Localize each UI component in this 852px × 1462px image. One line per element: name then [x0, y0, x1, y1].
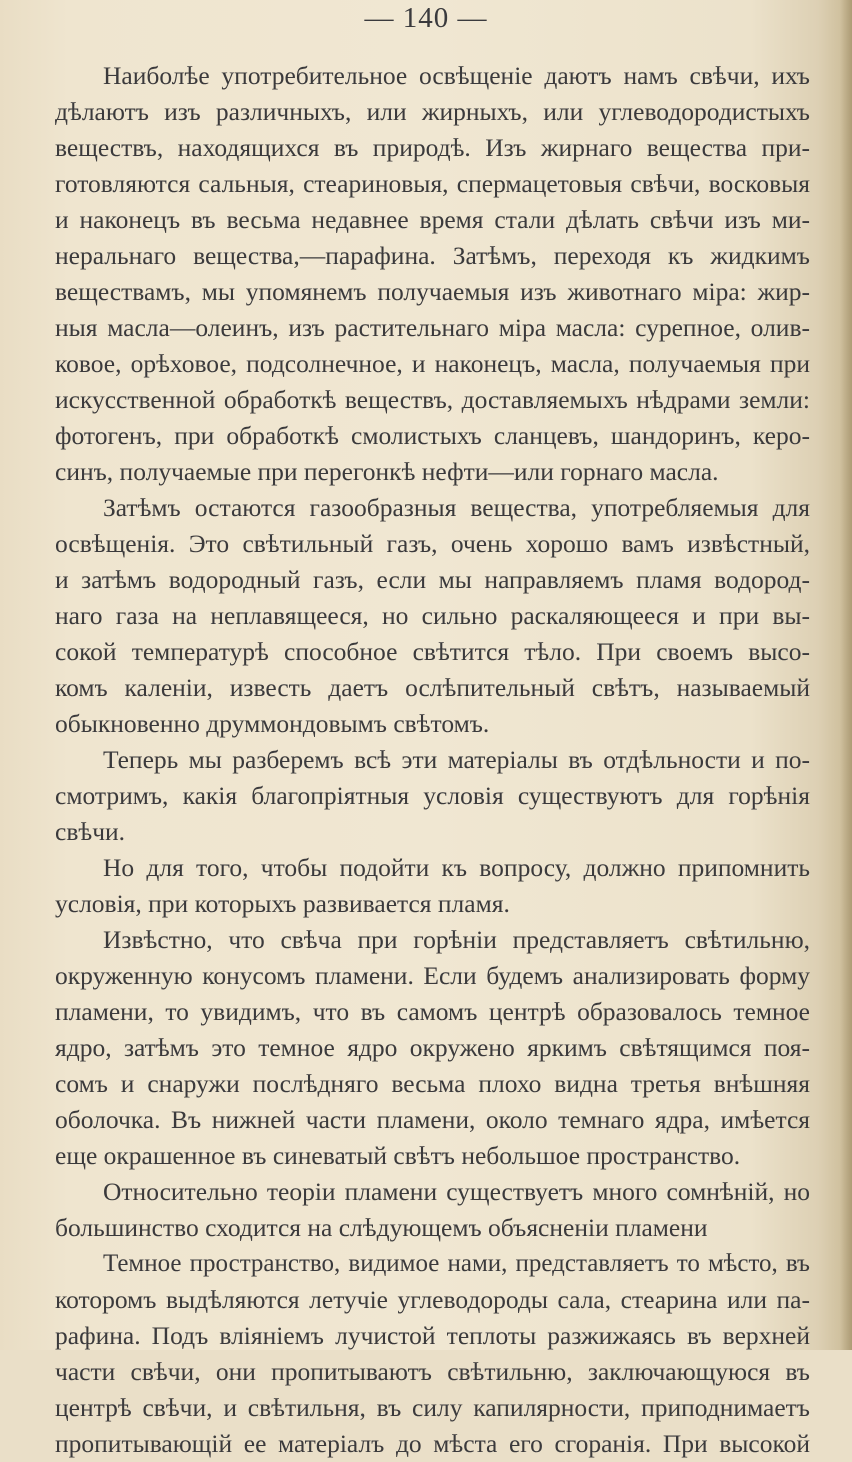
text-line: синъ, получаемые при перегонкѣ нефти—или горнаго масла.: [55, 457, 719, 486]
text-line: веществамъ, мы упомянемъ получаемыя изъ животнаго міра: жир-: [55, 277, 810, 306]
text-line: ковое, орѣховое, подсолнечное, и наконецъ, масла, получаемыя при: [55, 349, 810, 378]
text-line: части свѣчи, они пропитываютъ свѣтильню, заключающуюся въ: [55, 1357, 810, 1386]
text-line: фотогенъ, при обработкѣ смолистыхъ сланцевъ, шандоринъ, керо-: [55, 421, 810, 450]
text-line: готовляются сальныя, стеариновыя, спермацетовыя свѣчи, восковыя: [55, 169, 810, 198]
text-line: искусственной обработкѣ веществъ, доставляемыхъ нѣдрами земли:: [55, 385, 810, 414]
text-line: центрѣ свѣчи, и свѣтильня, въ силу капилярности, приподнимаетъ: [55, 1393, 810, 1422]
text-line: еще окрашенное въ синеватый свѣтъ небольшое пространство.: [55, 1141, 741, 1170]
text-line: сомъ и снаружи послѣдняго весьма плохо видна третья внѣшняя: [55, 1069, 810, 1098]
text-line: веществъ, находящихся въ природѣ. Изъ жирнаго вещества при-: [55, 133, 810, 162]
text-line: комъ каленіи, известь даетъ ослѣпительный свѣтъ, называемый: [55, 673, 810, 702]
text-line: Затѣмъ остаются газообразныя вещества, употребляемыя для: [103, 493, 810, 522]
page-edge-shadow: [840, 0, 852, 1350]
body-text: [55, 58, 810, 1462]
text-line: пламени, то увидимъ, что въ самомъ центрѣ образовалось темное: [55, 997, 810, 1026]
text-line: свѣчи.: [55, 817, 126, 846]
text-line: ныя масла—олеинъ, изъ растительнаго міра масла: сурепное, олив-: [55, 313, 810, 342]
text-line: Извѣстно, что свѣча при горѣніи представляетъ свѣтильню,: [103, 925, 810, 954]
text-line: и наконецъ въ весьма недавнее время стали дѣлать свѣчи изъ ми-: [55, 205, 810, 234]
text-line: обыкновенно друммондовымъ свѣтомъ.: [55, 709, 490, 738]
text-line: окруженную конусомъ пламени. Если будемъ анализировать форму: [55, 961, 810, 990]
text-line: сокой температурѣ способное свѣтится тѣло. При своемъ высо-: [55, 637, 810, 666]
text-line: условія, при которыхъ развивается пламя.: [55, 889, 510, 918]
text-line: Но для того, чтобы подойти къ вопросу, должно припомнить: [103, 853, 810, 882]
page-number: — 140 —: [364, 2, 488, 34]
text-line: смотримъ, какія благопріятныя условія существуютъ для горѣнія: [55, 781, 810, 810]
text-line: наго газа на неплавящееся, но сильно раскаляющееся и при вы-: [55, 601, 810, 630]
text-line: которомъ выдѣляются летучіе углеводороды сала, стеарина или па-: [55, 1285, 810, 1314]
text-line: Теперь мы разберемъ всѣ эти матеріалы въ отдѣльности и по-: [103, 745, 810, 774]
text-line: Наиболѣе употребительное освѣщеніе даютъ намъ свѣчи, ихъ: [103, 61, 810, 90]
text-line: Относительно теоріи пламени существуетъ много сомнѣній, но: [103, 1177, 810, 1206]
text-line: неральнаго вещества,—парафина. Затѣмъ, переходя къ жидкимъ: [55, 241, 810, 270]
text-line: пропитывающій ее матеріалъ до мѣста его сгоранія. При высокой: [55, 1429, 810, 1458]
text-line: дѣлаютъ изъ различныхъ, или жирныхъ, или углеводородистыхъ: [55, 97, 810, 126]
text-line: освѣщенія. Это свѣтильный газъ, очень хорошо вамъ извѣстный,: [55, 529, 810, 558]
text-line: рафина. Подъ вліяніемъ лучистой теплоты разжижаясь въ верхней: [55, 1321, 810, 1350]
text-line: оболочка. Въ нижней части пламени, около темнаго ядра, имѣется: [55, 1105, 810, 1134]
text-line: Темное пространство, видимое нами, представляетъ то мѣсто, въ: [103, 1250, 810, 1277]
text-line: ядро, затѣмъ это темное ядро окружено яркимъ свѣтящимся поя-: [55, 1033, 810, 1062]
text-line: и затѣмъ водородный газъ, если мы направляемъ пламя водород-: [55, 565, 810, 594]
text-line: большинство сходится на слѣдующемъ объясненіи пламени: [55, 1213, 708, 1242]
